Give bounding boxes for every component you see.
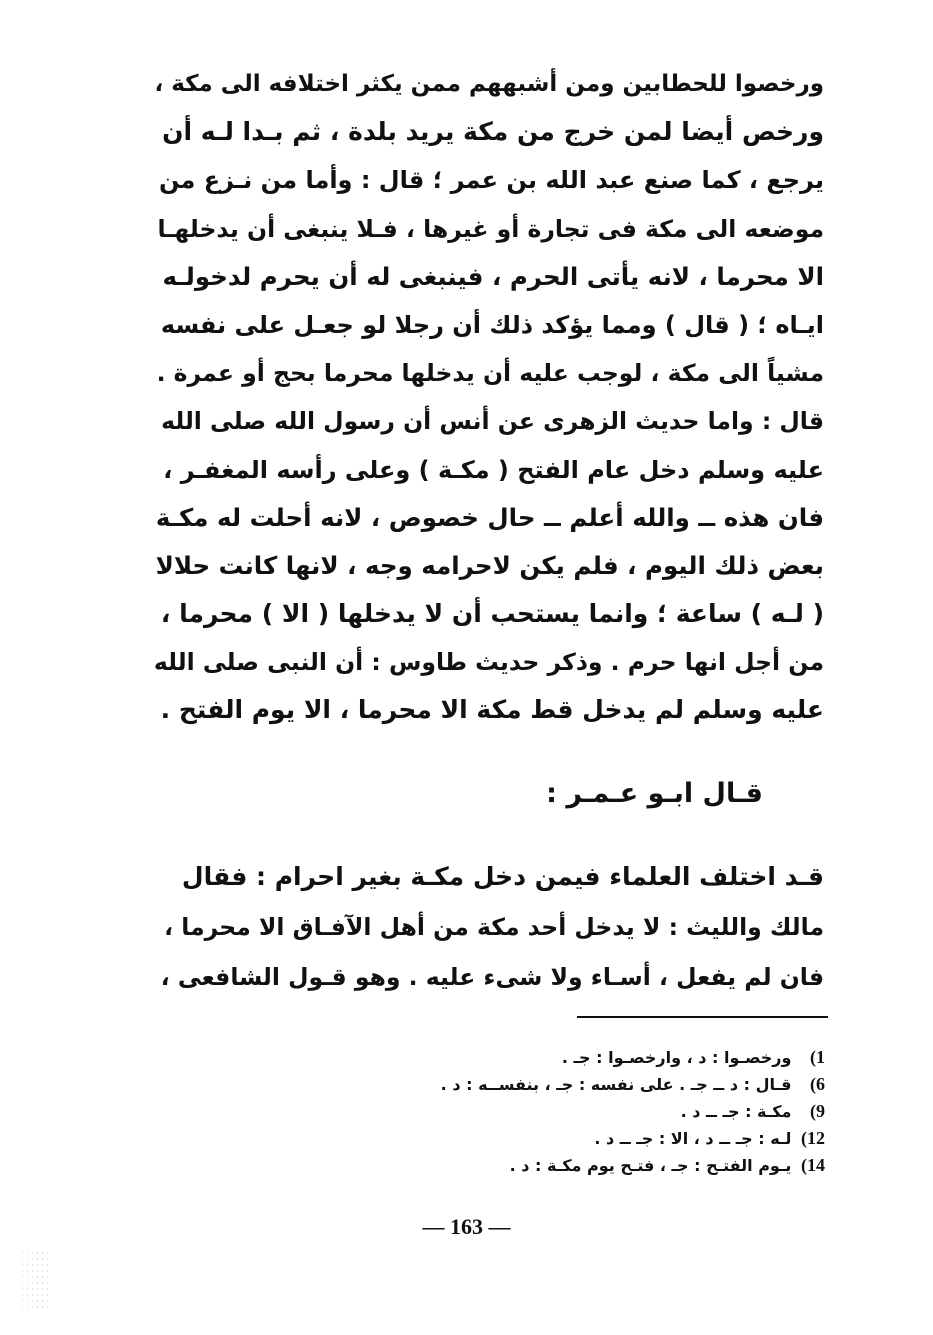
- text-line: ورخص أيضا لمن خرج من مكة يريد بلدة ، ثم بـدا لـه أن: [162, 117, 824, 147]
- text-line: يرجع ، كما صنع عبد الله بن عمر ؛ قال : وأما من نـزع من: [158, 166, 824, 195]
- footnote-item: [285, 1125, 825, 1152]
- text-line: ( لـه ) ساعة ؛ وانما يستحب أن لا يدخلها ( الا ) محرما ،: [160, 599, 824, 629]
- text-line: من أجل انها حرم . وذكر حديث طاوس : أن النبى صلى الله: [153, 648, 824, 677]
- text-line: قال : واما حديث الزهرى عن أنس أن رسول الله صلى الله: [161, 407, 824, 436]
- scan-noise: [20, 1250, 50, 1310]
- page-number: — 163 —: [422, 1214, 511, 1239]
- footnote-divider: [577, 1016, 828, 1018]
- footnote-text: يـوم الفتـح : جـ ، فتـح يوم مكـة : د .: [509, 1156, 792, 1175]
- footnote-number: 9): [810, 1101, 825, 1121]
- text-line: عليه وسلم دخل عام الفتح ( مكـة ) وعلى رأسه المغفـر ،: [163, 455, 824, 484]
- main-paragraph: [152, 60, 824, 735]
- footnote-item: [285, 1044, 825, 1071]
- text-line: عليه وسلم لم يدخل قط مكة الا محرما ، الا يوم الفتح .: [160, 695, 824, 725]
- footnote-number: 14): [801, 1155, 825, 1175]
- text-line: قـد اختلف العلماء فيمن دخل مكـة بغير احرام : فقال: [181, 862, 824, 891]
- second-paragraph: [152, 852, 824, 1002]
- text-line: الا محرما ، لانه يأتى الحرم ، فينبغى له أن يحرم لدخولـه: [162, 261, 824, 291]
- footnote-item: [285, 1071, 825, 1098]
- text-line: فان هذه ــ والله أعلم ــ حال خصوص ، لانه أحلت له مكـة: [155, 502, 824, 532]
- footnote-number: 6): [810, 1074, 825, 1094]
- footnote-item: [285, 1152, 825, 1179]
- footnote-number: 12): [801, 1128, 825, 1148]
- footnote-text: قـال : د ــ جـ . على نفسه : جـ ، بنفســه : د .: [440, 1075, 792, 1094]
- footnote-text: لـه : جـ ــ د ، الا : جـ ــ د .: [594, 1129, 792, 1148]
- text-line: موضعه الى مكة فى تجارة أو غيرها ، فـلا ينبغى أن يدخلهـا: [157, 214, 824, 243]
- text-line: مشياً الى مكة ، لوجب عليه أن يدخلها محرما بحج أو عمرة .: [156, 359, 824, 388]
- footnote-number: 1): [810, 1047, 825, 1067]
- text-line: ورخصوا للحطابين ومن أشبههم ممن يكثر اختلافه الى مكة ،: [154, 71, 824, 97]
- text-line: مالك والليث : لا يدخل أحد مكة من أهل الآفـاق الا محرما ،: [164, 913, 824, 941]
- footnote-item: [285, 1098, 825, 1125]
- text-line: بعض ذلك اليوم ، فلم يكن لاحرامه وجه ، لانها كانت حلالا: [155, 550, 824, 580]
- footnote-text: ورخصـوا : د ، وارخصـوا : جـ .: [561, 1048, 792, 1067]
- section-heading: قـال ابـو عـمـر :: [546, 778, 763, 809]
- text-line: ايـاه ؛ ( قال ) ومما يؤكد ذلك أن رجلا لو جعـل على نفسه: [160, 310, 824, 339]
- text-line: فان لم يفعل ، أسـاء ولا شىء عليه . وهو قـول الشافعى ،: [160, 963, 824, 991]
- footnotes: [285, 1044, 825, 1179]
- footnote-text: مكـة : جـ ــ د .: [680, 1102, 792, 1121]
